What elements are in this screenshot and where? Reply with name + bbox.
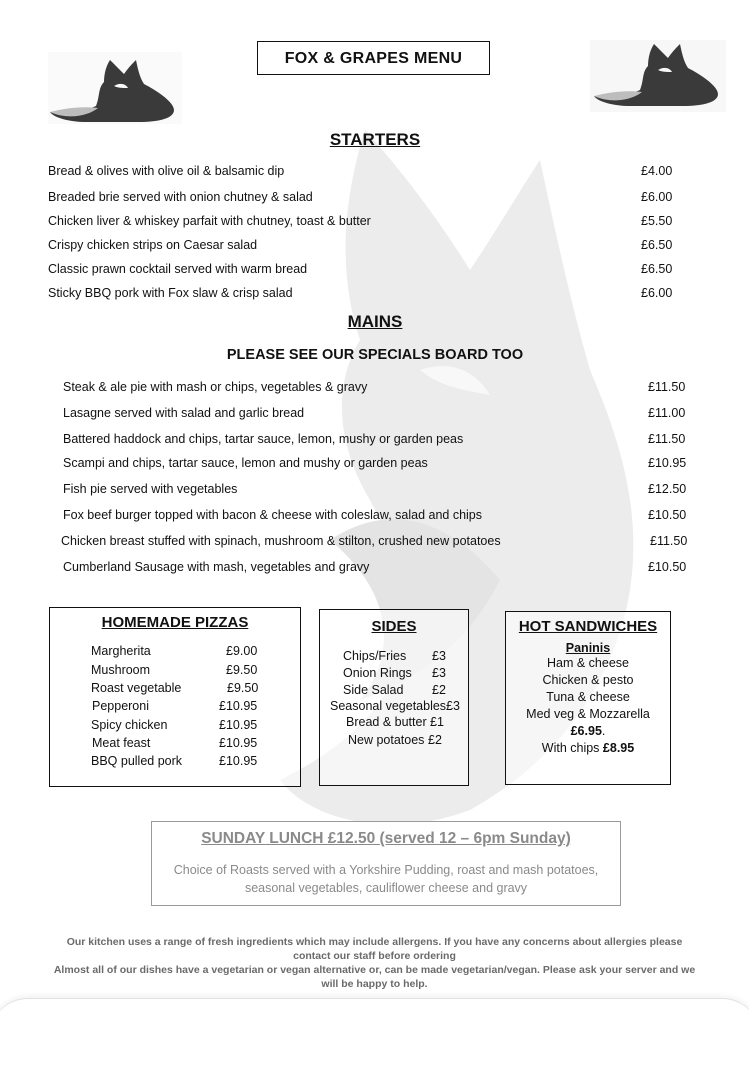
item-name: Breaded brie served with onion chutney & salad [48, 190, 313, 204]
sides-box [319, 609, 469, 786]
item-price: £10.50 [648, 508, 687, 522]
side-price: £3 [432, 649, 446, 663]
allergen-notice [20, 935, 729, 991]
starters-heading: STARTERS [329, 130, 421, 149]
side-name: Side Salad [343, 683, 404, 697]
sandwich-list [506, 655, 670, 757]
sandwich-item: Ham & cheese [547, 656, 629, 670]
item-price: £6.50 [641, 238, 673, 252]
side-price: £1 [430, 715, 444, 729]
item-name: Chicken liver & whiskey parfait with chutney, toast & butter [48, 214, 371, 228]
item-price: £11.50 [648, 432, 686, 446]
pizza-name: Mushroom [91, 663, 151, 677]
item-name: Fish pie served with vegetables [63, 482, 238, 496]
pizzas-box [49, 607, 301, 787]
pizza-name: Margherita [91, 644, 151, 658]
menu-title: FOX & GRAPES MENU [257, 41, 490, 75]
pizza-price: £10.95 [219, 736, 258, 750]
sandwiches-heading: HOT SANDWICHES [518, 618, 658, 635]
side-price: £2 [428, 733, 442, 747]
item-name: Battered haddock and chips, tartar sauce, lemon, mushy or garden peas [63, 432, 464, 446]
item-name: Cumberland Sausage with mash, vegetables and gravy [63, 560, 370, 574]
item-name: Classic prawn cocktail served with warm bread [48, 262, 308, 276]
item-price: £5.50 [641, 214, 673, 228]
pizza-name: Roast vegetable [91, 681, 182, 695]
pizza-price: £9.00 [226, 644, 258, 658]
fox-logo-left [48, 52, 182, 124]
item-name: Sticky BBQ pork with Fox slaw & crisp salad [48, 286, 293, 300]
paninis-subheading: Paninis [565, 641, 611, 655]
sandwiches-box [505, 611, 671, 785]
side-price: £3 [446, 699, 460, 713]
dietary-line: Almost all of our dishes have a vegetarian or vegan alternative or, can be made vegetarian/vegan. Please ask your server and we [53, 964, 696, 976]
pizzas-heading: HOMEMADE PIZZAS [101, 614, 249, 631]
page-edge [0, 998, 749, 1079]
item-name: Chicken breast stuffed with spinach, mushroom & stilton, crushed new potatoes [61, 534, 501, 548]
side-name: New potatoes [348, 733, 425, 747]
sunday-lunch-line: Choice of Roasts served with a Yorkshire Pudding, roast and mash potatoes, [173, 863, 599, 877]
with-chips-price: £8.95 [602, 741, 635, 755]
sandwich-price: £6.95 [570, 724, 602, 738]
pizza-price: £10.95 [219, 699, 258, 713]
pizza-name: Pepperoni [92, 699, 149, 713]
allergen-line: Our kitchen uses a range of fresh ingredients which may include allergens. If you have any concerns about allergies please [66, 936, 683, 948]
side-price: £2 [432, 683, 446, 697]
item-price: £4.00 [641, 164, 673, 178]
with-chips-label: With chips [541, 741, 600, 755]
specials-board-note: PLEASE SEE OUR SPECIALS BOARD TOO [226, 347, 524, 363]
item-price: £11.50 [648, 380, 686, 394]
sandwich-item: Chicken & pesto [542, 673, 634, 687]
item-price: £10.50 [648, 560, 687, 574]
sandwich-price-line [506, 723, 670, 740]
item-name: Lasagne served with salad and garlic bread [63, 406, 305, 420]
item-name: Bread & olives with olive oil & balsamic dip [48, 164, 285, 178]
item-price: £11.50 [650, 534, 688, 548]
sandwich-price-suffix: . [601, 724, 606, 738]
sunday-lunch-line: seasonal vegetables, cauliflower cheese and gravy [244, 881, 528, 895]
pizza-name: BBQ pulled pork [91, 754, 183, 768]
side-name: Onion Rings [343, 666, 412, 680]
sides-heading: SIDES [371, 618, 417, 635]
item-price: £6.00 [641, 190, 673, 204]
pizza-price: £10.95 [219, 754, 258, 768]
item-name: Scampi and chips, tartar sauce, lemon and mushy or garden peas [63, 456, 428, 470]
item-name: Fox beef burger topped with bacon & cheese with coleslaw, salad and chips [63, 508, 483, 522]
sandwich-item: Tuna & cheese [546, 690, 630, 704]
pizza-name: Meat feast [92, 736, 151, 750]
sandwich-item: Med veg & Mozzarella [526, 707, 650, 721]
fox-logo-right [590, 40, 726, 112]
fox-icon [48, 52, 182, 124]
sunday-lunch-description [152, 861, 620, 897]
item-name: Crispy chicken strips on Caesar salad [48, 238, 258, 252]
item-price: £6.00 [641, 286, 673, 300]
side-name: Chips/Fries [343, 649, 407, 663]
side-name: Bread & butter [346, 715, 427, 729]
side-price: £3 [432, 666, 446, 680]
sandwich-with-chips-line [506, 740, 670, 757]
item-price: £12.50 [648, 482, 687, 496]
sunday-lunch-box [151, 821, 621, 906]
dietary-line: will be happy to help. [321, 978, 428, 990]
pizza-price: £9.50 [227, 681, 259, 695]
allergen-line: contact our staff before ordering [293, 950, 456, 962]
pizza-name: Spicy chicken [91, 718, 168, 732]
pizza-price: £10.95 [219, 718, 258, 732]
mains-heading: MAINS [347, 312, 403, 331]
side-name: Seasonal vegetables [330, 699, 447, 713]
item-price: £11.00 [648, 406, 686, 420]
item-price: £10.95 [648, 456, 687, 470]
item-price: £6.50 [641, 262, 673, 276]
fox-icon [590, 40, 726, 112]
pizza-price: £9.50 [226, 663, 258, 677]
sunday-lunch-heading: SUNDAY LUNCH £12.50 (served 12 – 6pm Sunday) [201, 830, 571, 847]
item-name: Steak & ale pie with mash or chips, vegetables & gravy [63, 380, 368, 394]
